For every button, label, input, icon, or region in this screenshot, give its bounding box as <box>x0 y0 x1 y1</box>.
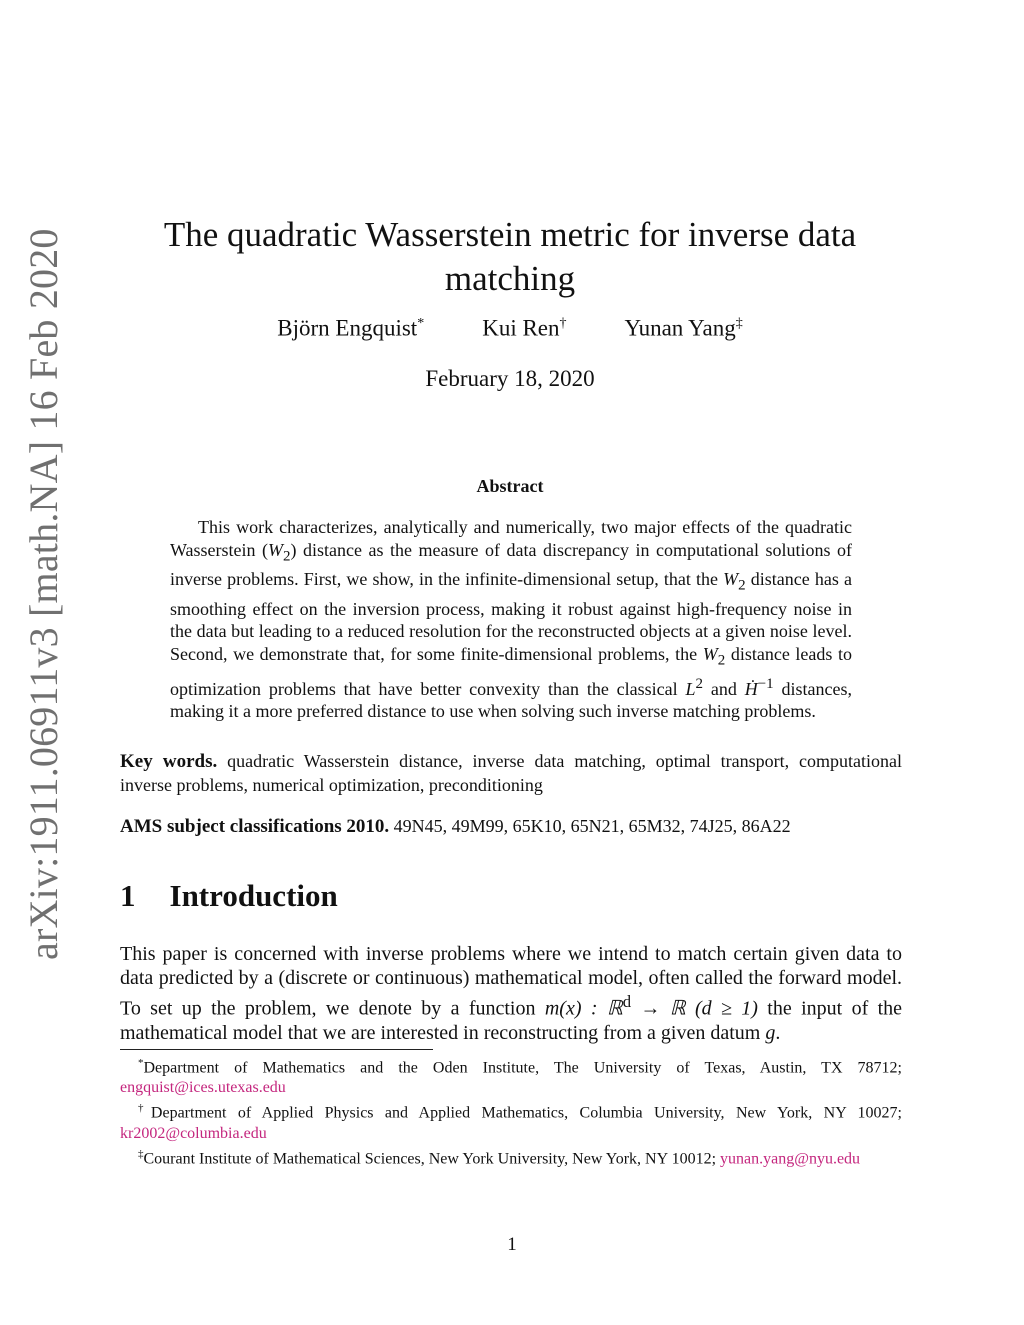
author-list <box>120 308 900 345</box>
section-number: 1 <box>120 878 136 913</box>
footnote-ren: †Department of Applied Physics and Applied Mathematics, Columbia University, New York, NY 10027; kr2002@columbia.edu <box>120 1102 903 1142</box>
paper-title: The quadratic Wasserstein metric for inverse data matching <box>163 215 857 299</box>
footnote-divider <box>120 1049 433 1050</box>
author-ren: Kui Ren† <box>482 315 567 341</box>
email-link-ren[interactable]: kr2002@columbia.edu <box>120 1124 267 1142</box>
email-link-engquist[interactable]: engquist@ices.utexas.edu <box>120 1079 286 1097</box>
section-title: Introduction <box>169 878 338 913</box>
keywords-label: Key words. <box>120 751 218 772</box>
keywords-text: quadratic Wasserstein distance, inverse data matching, optimal transport, computational inverse problems, numerical optimization, preconditioning <box>120 751 903 795</box>
author-footnote-mark: † <box>559 316 567 331</box>
author-engquist: Björn Engquist* <box>277 315 425 341</box>
section-heading <box>120 878 338 914</box>
email-link-yang[interactable]: yunan.yang@nyu.edu <box>720 1149 861 1167</box>
abstract-heading: Abstract <box>476 476 544 496</box>
ams-label: AMS subject classifications 2010. <box>120 816 390 837</box>
author-footnote-mark: ‡ <box>735 316 743 331</box>
paper-date: February 18, 2020 <box>425 366 595 391</box>
intro-paragraph: This paper is concerned with inverse problems where we intend to match certain given data to data predicted by a (discrete or continuous) mathematical model, often called the forward model. To set up the problem, we denote by a function m(x) : ℝ$^d$ → ℝ (d ≥ 1) the input of the mathematical model that we are interested in reconstructing from a given datum g. <box>120 943 903 1044</box>
page-number: 1 <box>507 1234 517 1255</box>
author-yang: Yunan Yang‡ <box>624 315 743 341</box>
ams-classification <box>120 814 902 839</box>
abstract-body: This work characterizes, analytically and numerically, two major effects of the quadratic Wasserstein $(W_2)$ distance as the measure of data discrepancy in computational solutions of inverse problems. First, we show, in the infinite-dimensional setup, that the $W_2$ distance has a smoothing effect on the inversion process, making it robust against high-frequency noise in the data but leading to a reduced resolution for the reconstructed objects at a given noise level. Second, we demonstrate that, for some finite-dimensional problems, the $W_2$ distance leads to optimization problems that have better convexity than the classical $L^2$ and Ḣ$^{-1}$ distances, making it a more preferred distance to use when solving such inverse matching problems. <box>170 517 852 722</box>
footnote-yang: ‡Courant Institute of Mathematical Sciences, New York University, New York, NY 10012; yunan.yang@nyu.edu <box>138 1147 861 1167</box>
ams-codes: 49N45, 49M99, 65K10, 65N21, 65M32, 74J25, 86A22 <box>393 816 791 836</box>
footnotes <box>120 1053 902 1169</box>
arxiv-identifier-stamp: arXiv:1911.06911v3 [math.NA] 16 Feb 2020 <box>21 228 66 960</box>
keywords <box>120 750 902 797</box>
footnote-engquist: *Department of Mathematics and the Oden Institute, The University of Texas, Austin, TX 78712; engquist@ices.utexas.edu <box>120 1057 902 1097</box>
author-footnote-mark: * <box>417 316 425 331</box>
